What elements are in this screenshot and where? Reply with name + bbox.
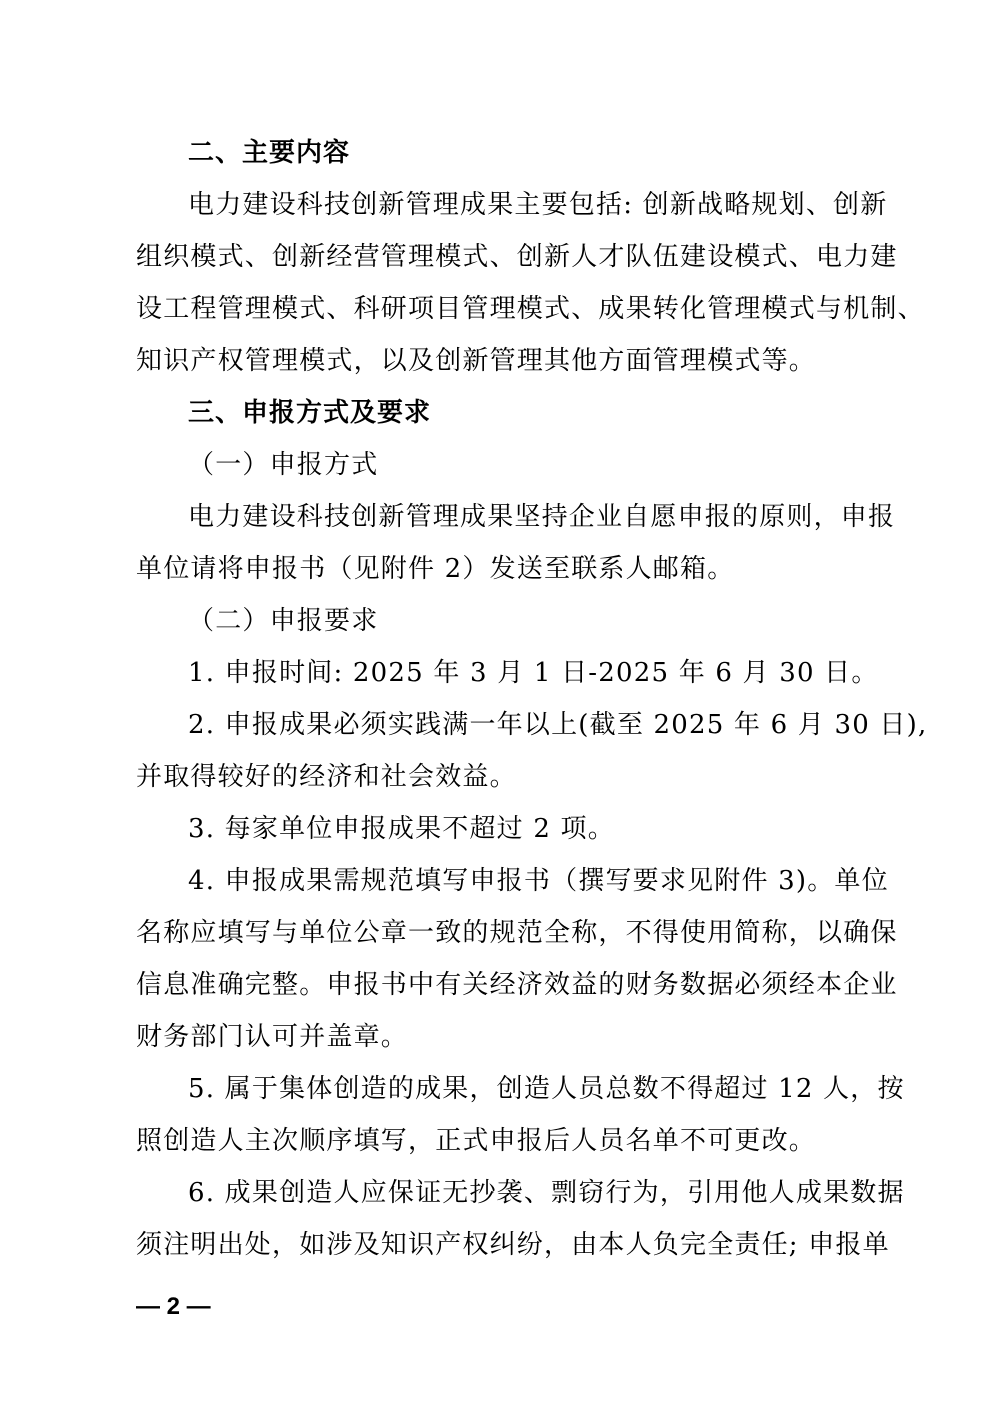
- requirement-item-4: 4. 申报成果需规范填写申报书（撰写要求见附件 3)。单位: [188, 866, 889, 896]
- requirement-item-4-cont: 财务部门认可并盖章。: [136, 1022, 409, 1052]
- paragraph-line: 知识产权管理模式，以及创新管理其他方面管理模式等。: [136, 346, 817, 376]
- requirement-item-4-cont: 信息准确完整。申报书中有关经济效益的财务数据必须经本企业: [136, 970, 898, 1000]
- requirement-item-1: 1. 申报时间: 2025 年 3 月 1 日-2025 年 6 月 30 日。: [188, 658, 879, 688]
- requirement-item-2: 2. 申报成果必须实践满一年以上(截至 2025 年 6 月 30 日),: [188, 710, 928, 740]
- requirement-item-5-cont: 照创造人主次顺序填写，正式申报后人员名单不可更改。: [136, 1126, 817, 1156]
- paragraph-line: 单位请将申报书（见附件 2）发送至联系人邮箱。: [136, 554, 735, 584]
- page-number: — 2 —: [136, 1293, 211, 1320]
- paragraph-line: 设工程管理模式、科研项目管理模式、成果转化管理模式与机制、: [136, 294, 925, 324]
- paragraph-line: 电力建设科技创新管理成果主要包括: 创新战略规划、创新: [188, 190, 888, 220]
- section-heading-main-content: 二、主要内容: [188, 138, 351, 168]
- section-heading-application: 三、申报方式及要求: [188, 398, 432, 428]
- requirement-item-4-cont: 名称应填写与单位公章一致的规范全称，不得使用简称，以确保: [136, 918, 898, 948]
- requirement-item-3: 3. 每家单位申报成果不超过 2 项。: [188, 814, 615, 844]
- subsection-title-method: （一）申报方式: [188, 450, 379, 480]
- requirement-item-2-cont: 并取得较好的经济和社会效益。: [136, 762, 517, 792]
- paragraph-line: 组织模式、创新经营管理模式、创新人才队伍建设模式、电力建: [136, 242, 898, 272]
- paragraph-line: 电力建设科技创新管理成果坚持企业自愿申报的原则，申报: [188, 502, 896, 532]
- requirement-item-5: 5. 属于集体创造的成果，创造人员总数不得超过 12 人，按: [188, 1074, 905, 1104]
- requirement-item-6-cont: 须注明出处，如涉及知识产权纠纷，由本人负完全责任; 申报单: [136, 1230, 890, 1260]
- requirement-item-6: 6. 成果创造人应保证无抄袭、剽窃行为，引用他人成果数据: [188, 1178, 905, 1208]
- subsection-title-requirements: （二）申报要求: [188, 606, 379, 636]
